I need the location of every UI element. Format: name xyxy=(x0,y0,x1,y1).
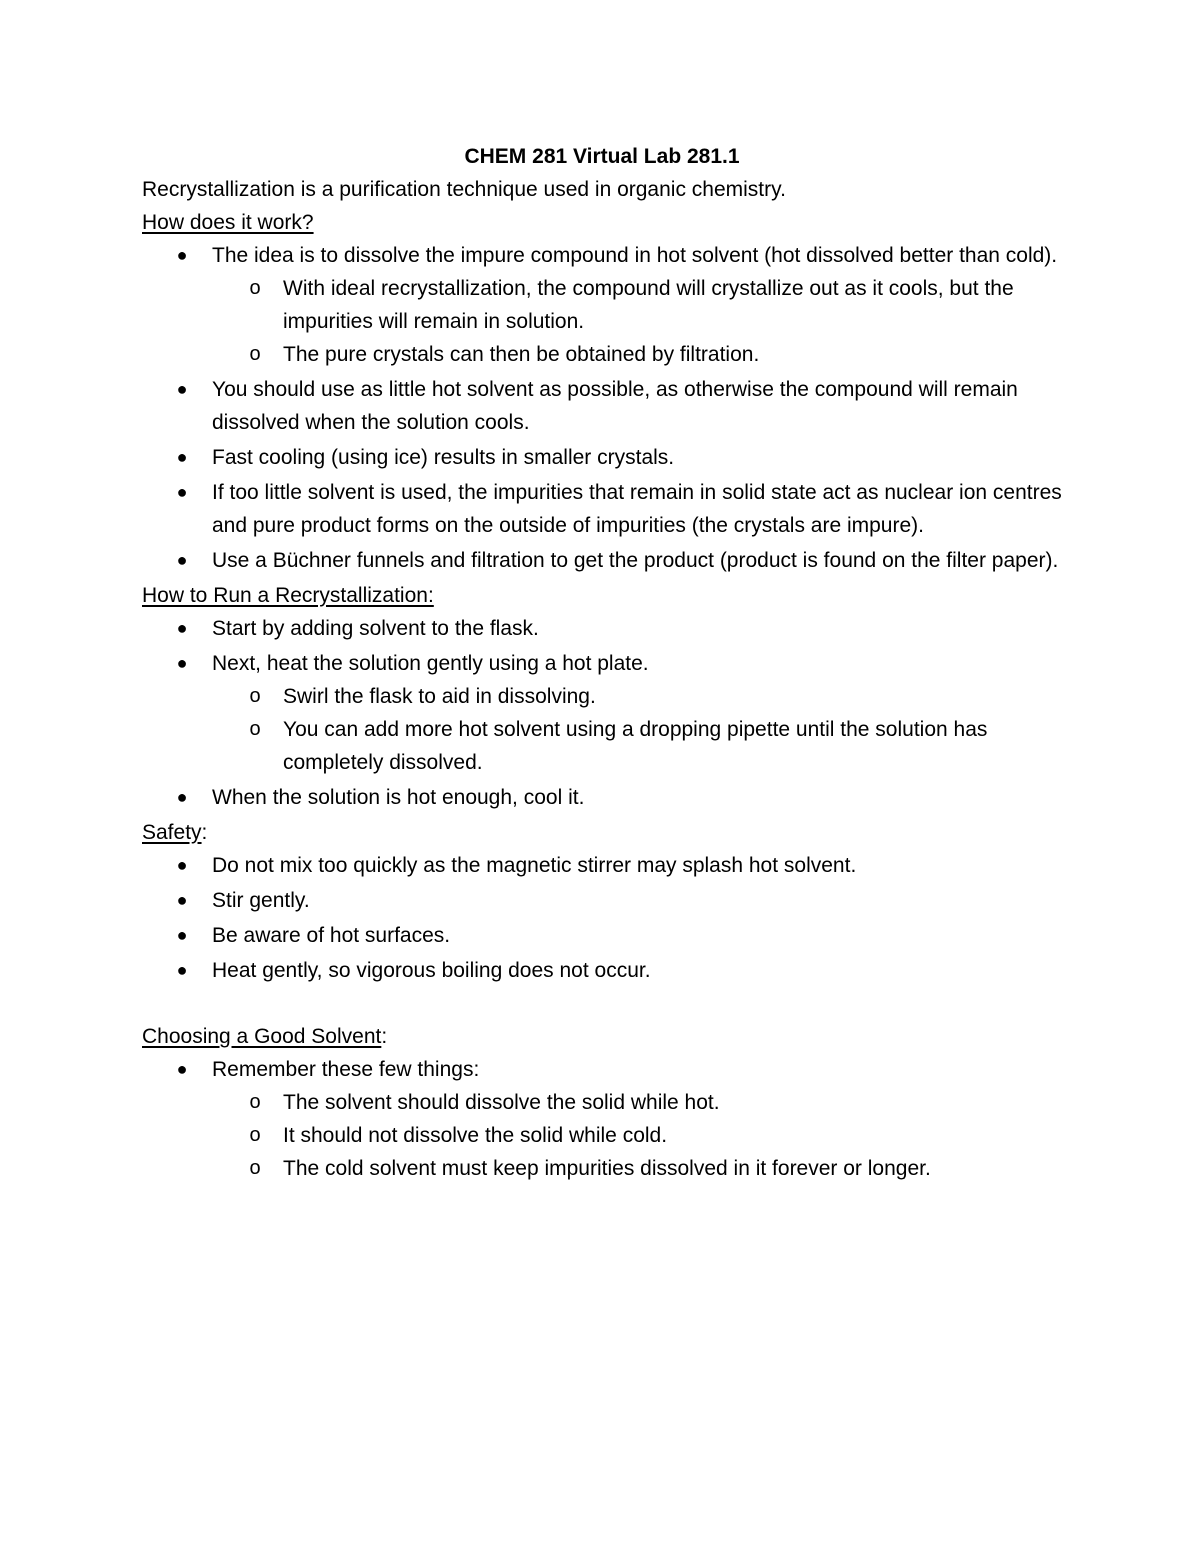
safety-list xyxy=(142,849,1062,987)
list-item xyxy=(176,647,1062,779)
bullet-icon: ● xyxy=(176,1059,188,1079)
how-sublist xyxy=(212,272,1062,371)
list-item-text: Remember these few things: xyxy=(212,1058,480,1081)
section-heading-solvent: Choosing a Good Solvent: xyxy=(142,1025,388,1048)
list-item xyxy=(176,1053,1062,1185)
section-heading-run-text: How to Run a Recrystallization: xyxy=(142,584,434,607)
section-heading-solvent-text: Choosing a Good Solvent xyxy=(142,1025,382,1048)
document-title: CHEM 281 Virtual Lab 281.1 xyxy=(464,145,740,168)
bullet-icon: ● xyxy=(176,245,188,265)
run-list xyxy=(142,612,1062,814)
section-heading-how-text: How does it work? xyxy=(142,211,314,234)
sub-bullet-icon: o xyxy=(249,343,261,365)
section-heading-safety-text: Safety xyxy=(142,821,202,844)
intro-paragraph: Recrystallization is a purification technique used in organic chemistry. xyxy=(142,178,786,201)
list-item xyxy=(176,954,1062,987)
list-item-text: You should use as little hot solvent as possible, as otherwise the compound will remain dissolved when the solution cools. xyxy=(212,378,1018,434)
bullet-icon: ● xyxy=(176,855,188,875)
sub-list-item xyxy=(249,338,1062,371)
sub-list-item xyxy=(249,680,1062,713)
bullet-icon: ● xyxy=(176,787,188,807)
list-item-text: Stir gently. xyxy=(212,889,310,912)
section-heading-how xyxy=(142,206,1062,239)
list-item xyxy=(176,884,1062,917)
list-item xyxy=(176,919,1062,952)
section-heading-run xyxy=(142,579,1062,612)
bullet-icon: ● xyxy=(176,447,188,467)
sub-bullet-icon: o xyxy=(249,718,261,740)
bullet-icon: ● xyxy=(176,379,188,399)
sub-list-item xyxy=(249,713,1062,779)
sub-list-item-text: You can add more hot solvent using a dropping pipette until the solution has completely dissolved. xyxy=(283,718,988,774)
list-item-text: The idea is to dissolve the impure compound in hot solvent (hot dissolved better than cold). xyxy=(212,244,1058,267)
sub-list-item xyxy=(249,1119,1062,1152)
list-item-text: Do not mix too quickly as the magnetic stirrer may splash hot solvent. xyxy=(212,854,857,877)
list-item xyxy=(176,239,1062,371)
sub-list-item-text: With ideal recrystallization, the compound will crystallize out as it cools, but the impurities will remain in solution. xyxy=(283,277,1014,333)
list-item-text: Use a Büchner funnels and filtration to get the product (product is found on the filter paper). xyxy=(212,549,1059,572)
bullet-icon: ● xyxy=(176,925,188,945)
how-list xyxy=(142,239,1062,577)
list-item-text: Fast cooling (using ice) results in smaller crystals. xyxy=(212,446,675,469)
sub-list-item xyxy=(249,1086,1062,1119)
list-item-text: Next, heat the solution gently using a hot plate. xyxy=(212,652,649,675)
list-item xyxy=(176,781,1062,814)
list-item-text: Start by adding solvent to the flask. xyxy=(212,617,539,640)
bullet-icon: ● xyxy=(176,550,188,570)
list-item xyxy=(176,612,1062,645)
sub-list-item-text: It should not dissolve the solid while cold. xyxy=(283,1124,668,1147)
list-item xyxy=(176,476,1062,542)
document-page xyxy=(142,140,1062,1187)
list-item xyxy=(176,441,1062,474)
solvent-list xyxy=(142,1053,1062,1185)
sub-list-item-text: The pure crystals can then be obtained by filtration. xyxy=(283,343,760,366)
bullet-icon: ● xyxy=(176,960,188,980)
sub-list-item-text: The cold solvent must keep impurities dissolved in it forever or longer. xyxy=(283,1157,931,1180)
bullet-icon: ● xyxy=(176,653,188,673)
sub-bullet-icon: o xyxy=(249,277,261,299)
list-item-text: Be aware of hot surfaces. xyxy=(212,924,451,947)
sub-bullet-icon: o xyxy=(249,1091,261,1113)
sub-list-item xyxy=(249,272,1062,338)
list-item-text: Heat gently, so vigorous boiling does not occur. xyxy=(212,959,651,982)
list-item-text: When the solution is hot enough, cool it. xyxy=(212,786,585,809)
run-sublist xyxy=(212,680,1062,779)
sub-bullet-icon: o xyxy=(249,685,261,707)
bullet-icon: ● xyxy=(176,618,188,638)
list-item xyxy=(176,544,1062,577)
sub-bullet-icon: o xyxy=(249,1157,261,1179)
sub-list-item-text: The solvent should dissolve the solid while hot. xyxy=(283,1091,720,1114)
bullet-icon: ● xyxy=(176,482,188,502)
blank-line xyxy=(142,989,1062,1020)
list-item-text: If too little solvent is used, the impurities that remain in solid state act as nuclear ion centres and pure product forms on the outside of impurities (the crystals are impure). xyxy=(212,481,1062,537)
section-heading-safety: Safety: xyxy=(142,821,208,844)
solvent-sublist xyxy=(212,1086,1062,1185)
sub-list-item-text: Swirl the flask to aid in dissolving. xyxy=(283,685,596,708)
sub-bullet-icon: o xyxy=(249,1124,261,1146)
list-item xyxy=(176,373,1062,439)
sub-list-item xyxy=(249,1152,1062,1185)
list-item xyxy=(176,849,1062,882)
bullet-icon: ● xyxy=(176,890,188,910)
